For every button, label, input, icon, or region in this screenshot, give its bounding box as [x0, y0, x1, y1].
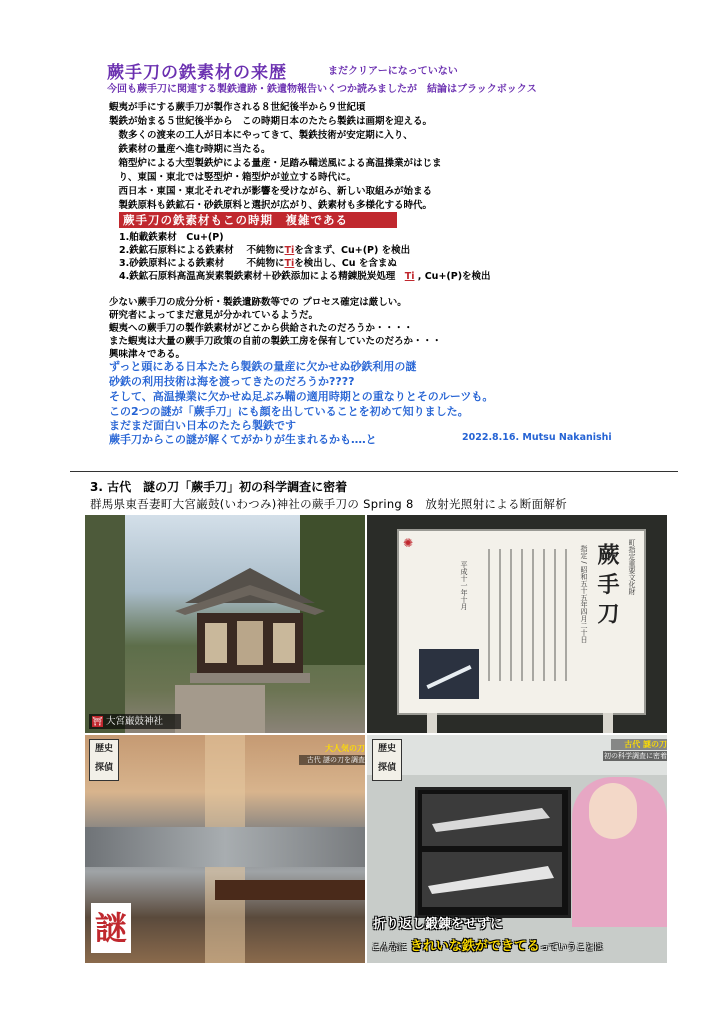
corner-subtitle: 初の科学調査に密着: [604, 752, 667, 760]
section3-heading: 3. 古代 謎の刀「蕨手刀」初の科学調査に密着: [90, 480, 348, 494]
caption-line2: [367, 935, 667, 954]
intro-line: 鉄素材の量産へ進む時期に当たる。: [109, 144, 271, 155]
sign-post: [427, 713, 437, 733]
emblem-icon: ✺: [403, 536, 414, 550]
ti-mark: Ti: [404, 271, 415, 282]
corner-subtitle: 古代 謎の刀を調査: [299, 755, 365, 765]
mystery-line: ずっと頭にある日本たたら製鉄の量産に欠かせぬ砂鉄利用の謎: [109, 360, 417, 373]
sign-body-text: [483, 549, 571, 681]
material-text: 2.鉄鉱石原料による鉄素材 不純物に: [119, 245, 285, 256]
sign-header: 町指定重要文化財: [628, 539, 636, 595]
material-text: 4.鉄鉱石原料高温高炭素製鉄素材＋砂鉄添加による精錬脱炭処理: [119, 271, 405, 282]
mystery-line: まだまだ面白い日本のたたら製鉄です: [109, 419, 296, 432]
program-logo: 歴史 探偵: [89, 739, 119, 781]
lab-photo: [367, 735, 667, 963]
intro-line: り、東国・東北では竪型炉・箱型炉が並立する時代に。: [109, 172, 357, 183]
shrine-photo: [85, 515, 365, 733]
intro-line: 箱型炉による大型製鉄炉による量産・足踏み鞴送風による高温操業がはじま: [109, 158, 442, 169]
material-text: 3.砂鉄原料による鉄素材 不純物に: [119, 258, 285, 269]
mystery-badge: 謎: [91, 903, 131, 953]
caption-highlight: きれいな鉄ができてる: [409, 939, 540, 954]
material-text: を検出し、Cu を含まぬ: [294, 258, 397, 269]
intro-line: 西日本・東国・東北それぞれが影響を受けながら、新しい取組みが始まる: [109, 186, 433, 197]
stone-path: [175, 685, 265, 733]
section-banner: 蕨手刀の鉄素材もこの時期 複雑である: [119, 212, 397, 228]
shrine-label: 大宮巌鼓神社: [106, 716, 164, 727]
section-divider: [70, 471, 678, 472]
section3-subtitle: 群馬県東吾妻町大宮巌鼓(いわつみ)神社の蕨手刀の Spring 8 放射光照射による断面解析: [90, 497, 568, 511]
corner-title: 古代 謎の刀: [611, 739, 667, 750]
sword-icon: [426, 665, 471, 689]
observation-line: 研究者によってまだ意見が分かれているようだ。: [109, 310, 319, 321]
mystery-line: 砂鉄の利用技術は海を渡ってきたのだろうか????: [109, 375, 355, 388]
program-logo: 歴史 探偵: [372, 739, 402, 781]
ti-mark: Ti: [284, 245, 295, 256]
intro-line: 数多くの渡来の工人が日本にやってきて、製鉄技術が安定期に入り、: [109, 130, 413, 141]
material-text: を含まず、Cu+(P) を検出: [294, 245, 411, 256]
intro-line: 製鉄原料も鉄鉱石・砂鉄原料と選択が広がり、鉄素材も多様化する時代。: [109, 200, 433, 211]
mystery-line: 蕨手刀からこの謎が解くてがかりが生まれるかも‥‥と: [109, 433, 377, 446]
caption-line1: 折り返し鍛錬をせずに: [373, 917, 504, 932]
mystery-line: そして、高温操業に欠かせぬ足ぶみ鞴の適用時期との重なりとそのルーツも。: [109, 390, 494, 403]
title-note: まだクリアーになっていない: [328, 66, 458, 77]
shrine-building-icon: [175, 563, 325, 688]
material-item: [119, 270, 491, 283]
material-item: [119, 257, 397, 270]
material-item: [119, 244, 410, 257]
sword-photo-inset: [419, 649, 479, 699]
tree-trunk: [85, 515, 125, 733]
monitor: [415, 787, 571, 918]
caption-suffix: っていうことは: [539, 943, 603, 953]
page-subtitle: 今回も蕨手刀に関連する製鉄遺跡・鉄遺物報告いくつか読みましたが 結論はブラックボックス: [107, 84, 537, 95]
blade-closeup-photo: [85, 735, 365, 963]
observation-line: 少ない蕨手刀の成分分析・製鉄遺跡数等での プロセス確定は厳しい。: [109, 297, 407, 308]
blade-surface: [85, 827, 365, 867]
material-item: [119, 231, 224, 244]
corner-title: 大人気の刀: [325, 744, 365, 753]
observation-line: 興味津々である。: [109, 349, 186, 360]
sign-board: [397, 529, 646, 715]
cross-section-icon: [422, 794, 562, 909]
sign-date: 平成十一年十月: [460, 561, 468, 610]
page-title: 蕨手刀の鉄素材の来歴: [107, 63, 287, 83]
signature: 2022.8.16. Mutsu Nakanishi: [462, 432, 612, 443]
blade-rust: [215, 880, 365, 900]
mystery-line: この2つの謎が「蕨手刀」にも顔を出していることを初めて知りました。: [109, 405, 469, 418]
observation-line: また蝦夷は大量の蕨手刀政策の自前の製鉄工房を保有していたのだろか・・・: [109, 336, 442, 347]
observation-line: 蝦夷への蕨手刀の製作鉄素材がどこから供給されたのだろうか・・・・: [109, 323, 414, 334]
sign-designation: 指定 / 昭和五十五年四月二十日: [580, 545, 588, 643]
ti-mark: Ti: [284, 258, 295, 269]
sign-vertical-title: 蕨 手 刀: [594, 543, 620, 625]
sign-post: [603, 713, 613, 733]
intro-line: 製鉄が始まる５世紀後半から この時期日本のたたら製鉄は画期を迎える。: [109, 116, 433, 127]
torii-icon: ⛩: [92, 717, 103, 726]
intro-line: 蝦夷が手にする蕨手刀が製作される８世紀後半から９世紀頃: [109, 102, 366, 113]
material-text: 1.舶載鉄素材 Cu+(P): [119, 232, 224, 243]
shrine-label-box: [89, 714, 181, 729]
researcher-face: [589, 783, 637, 839]
sign-board-photo: [367, 515, 667, 733]
material-text: , Cu+(P)を検出: [414, 271, 491, 282]
caption-prefix: こんなに: [371, 943, 410, 953]
